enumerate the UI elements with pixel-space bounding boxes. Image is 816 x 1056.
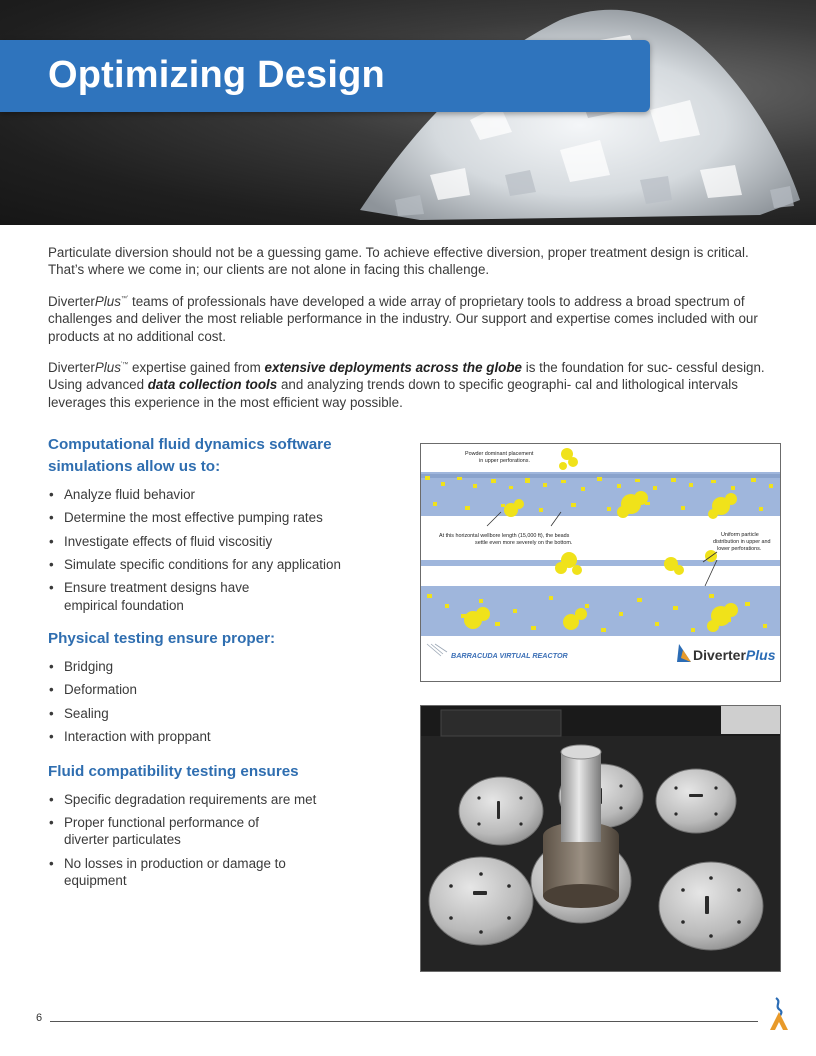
crystal-pile-image bbox=[0, 0, 816, 225]
list-item: • Deformation bbox=[48, 681, 388, 699]
page-title: Optimizing Design bbox=[48, 54, 385, 96]
fluid-section bbox=[48, 761, 388, 890]
annotation-mid-line1: At this horizontal wellbore length (15,000 ft), the beads bbox=[439, 533, 570, 539]
simulation-figure bbox=[420, 443, 781, 682]
paragraph-text: teams of professionals have developed a wide array of proprietary tools to address a broad spectrum of challenges and deliver the most reliable performance in the industry. Our support and expertise comes included with our products at no additional cost. bbox=[48, 293, 758, 344]
annotation-right-line1: Uniform particle bbox=[721, 532, 759, 538]
list-item: • No losses in production or damage to equipment bbox=[48, 855, 324, 890]
simulation-image bbox=[421, 444, 780, 681]
annotation-top-line2: in upper perforations. bbox=[479, 458, 530, 464]
list-item: • Interaction with proppant bbox=[48, 728, 388, 746]
intro-paragraph-2 bbox=[48, 291, 778, 345]
list-item: • Ensure treatment designs have empirical foundation bbox=[48, 579, 274, 614]
emphasis-text: data collection tools bbox=[147, 377, 278, 393]
list-item: • Analyze fluid behavior bbox=[48, 486, 388, 504]
paragraph-text: expertise gained from bbox=[128, 360, 265, 376]
footer-rule bbox=[50, 1021, 758, 1022]
physical-section bbox=[48, 628, 388, 745]
simulation-brand: BARRACUDA VIRTUAL REACTOR bbox=[451, 651, 568, 660]
diverterplus-mark-icon bbox=[766, 996, 792, 1032]
intro-text bbox=[48, 244, 778, 423]
brand-name: Diverter bbox=[48, 293, 95, 309]
list-item: • Determine the most effective pumping rates bbox=[48, 509, 388, 527]
logo-text-plus: Plus bbox=[745, 647, 776, 663]
fluid-heading: Fluid compatibility testing ensures bbox=[48, 762, 299, 780]
paragraph-text: is the foundation for suc- cessful design. Using advanced bbox=[48, 360, 765, 393]
list-item: • Investigate effects of fluid viscositiy bbox=[48, 533, 388, 551]
trademark-mark: ™’ bbox=[120, 295, 129, 302]
list-item: • Simulate specific conditions for any application bbox=[48, 556, 388, 574]
cfd-list bbox=[48, 486, 388, 614]
page-number: 6 bbox=[36, 1012, 43, 1024]
lab-photo bbox=[420, 705, 781, 972]
emphasis-text: extensive deployments across the globe bbox=[264, 360, 522, 376]
list-item: • Specific degradation requirements are met bbox=[48, 791, 388, 809]
cfd-heading: Computational fluid dynamics software simulations allow us to: bbox=[48, 436, 332, 475]
paragraph-text: and analyzing trends down to specific geographi- cal and lithological intervals leverages this experience in the most efficient way possible. bbox=[48, 377, 738, 410]
logo-text-diverter: Diverter bbox=[693, 647, 746, 663]
list-item: • Proper functional performance of diverter particulates bbox=[48, 814, 294, 849]
fluid-list bbox=[48, 791, 388, 890]
intro-paragraph-1: Particulate diversion should not be a guessing game. To achieve effective diversion, proper treatment design is critical. That’s where we come in; our clients are not alone in facing this challenge. bbox=[48, 245, 749, 278]
physical-list bbox=[48, 658, 388, 745]
annotation-right-line3: lower perforations. bbox=[717, 546, 762, 552]
cfd-section bbox=[48, 434, 388, 614]
physical-heading: Physical testing ensure proper: bbox=[48, 630, 276, 648]
brand-name-plus: Plus bbox=[94, 360, 121, 376]
annotation-mid-line2: settle even more severely on the bottom. bbox=[475, 540, 573, 546]
intro-paragraph-3 bbox=[48, 357, 778, 411]
title-band bbox=[0, 40, 650, 112]
list-item: • Bridging bbox=[48, 658, 388, 676]
diverterplus-logo bbox=[677, 644, 776, 663]
brand-name-plus: Plus bbox=[94, 293, 121, 309]
hero-banner bbox=[0, 0, 816, 225]
brand-name: Diverter bbox=[48, 360, 95, 376]
svg-text:DiverterPlus bbox=[693, 647, 776, 663]
test-discs-image bbox=[421, 706, 780, 971]
list-item: • Sealing bbox=[48, 705, 388, 723]
left-column bbox=[48, 434, 388, 895]
trademark-mark: ’™ bbox=[120, 362, 129, 369]
annotation-top-line1: Powder dominant placement bbox=[465, 451, 534, 457]
annotation-right-line2: distribution in upper and bbox=[713, 539, 771, 545]
